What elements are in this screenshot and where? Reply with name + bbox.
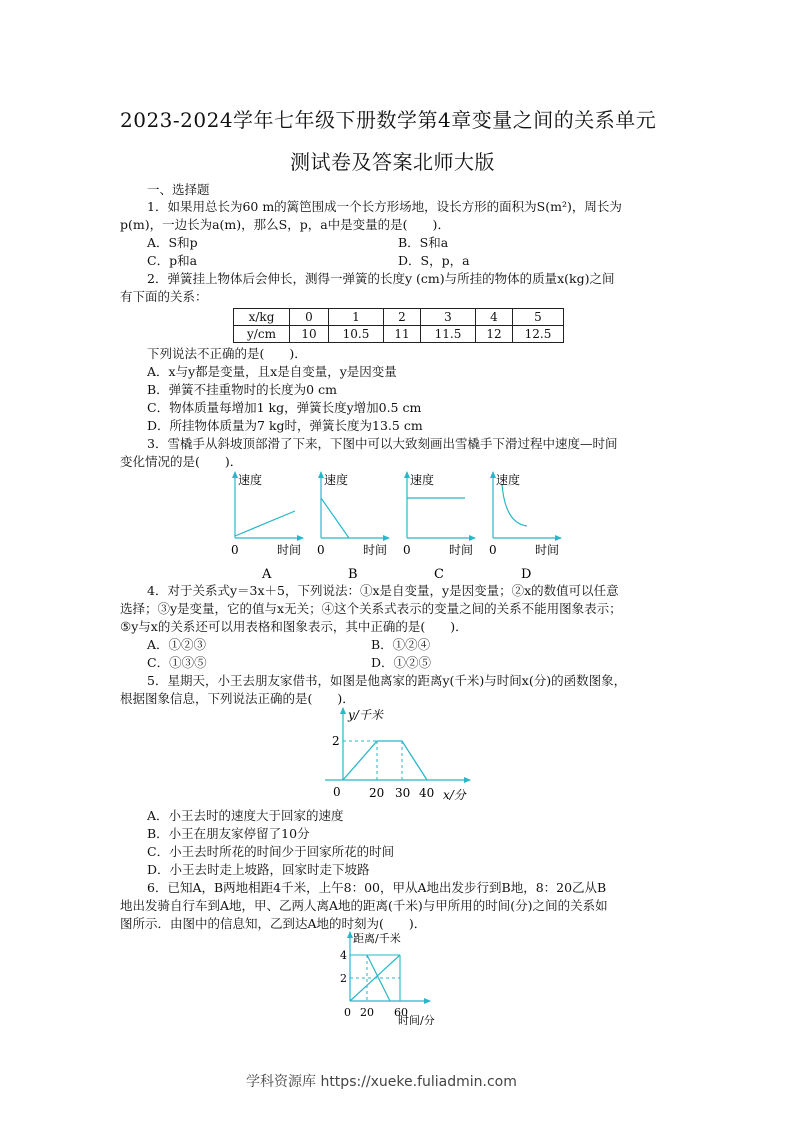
q2-option-d: D．所挂物体质量为7 kg时，弹簧长度为13.5 cm <box>147 418 423 433</box>
q2-line1: 2．弹簧挂上物体后会伸长，测得一弹簧的长度y (cm)与所挂的物体的质量x(kg)之间 <box>147 271 615 286</box>
q4-line1: 4．对于关系式y＝3x＋5，下列说法：①x是自变量，y是因变量；②x的数值可以任意 <box>147 583 619 598</box>
origin-label: 0 <box>231 543 239 557</box>
x-tick-label: 60 <box>394 1006 408 1019</box>
curve <box>502 484 527 526</box>
q4-option-a: A．①②③ <box>147 637 207 652</box>
axis-label-y: y/千米 <box>348 708 383 722</box>
q2-option-c: C．物体质量每增加1 kg，弹簧长度y增加0.5 cm <box>147 400 422 415</box>
q4-line3: ⑤y与x的关系还可以用表格和图象表示，其中正确的是( )． <box>120 619 468 634</box>
q2-stem: 下列说法不正确的是( )． <box>147 346 307 361</box>
q1-option-d: D．S，p，a <box>398 253 470 268</box>
table-cell: 10 <box>290 326 329 343</box>
q2-option-b: B．弹簧不挂重物时的长度为0 cm <box>147 382 337 397</box>
q3-line1: 3．雪橇手从斜坡顶部滑了下来，下图中可以大致刻画出雪橇手下滑过程中速度—时间 <box>147 436 618 451</box>
footer-watermark: 学科资源库 https://xueke.fuliadmin.com <box>246 1074 517 1090</box>
axis-label-y: 速度 <box>410 473 435 487</box>
q3-graph-a <box>231 472 303 582</box>
section-heading: 一、选择题 <box>147 182 210 197</box>
axis-label-y: 距离/千米 <box>353 932 401 945</box>
axis-label-x: 时间 <box>449 543 474 557</box>
origin-label: 0 <box>403 543 411 557</box>
q1-line1: 1．如果用总长为60 m的篱笆围成一个长方形场地，设长方形的面积为S(m²)，周长为 <box>147 199 622 214</box>
x-tick-label: 30 <box>395 786 411 800</box>
table-cell: 12 <box>476 326 513 343</box>
table-cell: 12.5 <box>513 326 564 343</box>
q5-option-d: D．小王去时走上坡路，回家时走下坡路 <box>147 862 370 877</box>
q3-speed-time-graphs <box>225 468 575 583</box>
x-tick-label: 20 <box>369 786 385 800</box>
axis-label-x: 时间 <box>363 543 388 557</box>
origin-label: 0 <box>317 543 325 557</box>
q4-option-c: C．①③⑤ <box>147 655 207 670</box>
choice-letter: D <box>521 567 532 582</box>
q3-graph-b <box>317 472 389 582</box>
axis-label-x: 时间/分 <box>398 1014 435 1025</box>
table-cell: 0 <box>290 309 329 326</box>
distance-curve <box>343 741 427 780</box>
spring-data-table <box>233 308 564 343</box>
q2-option-a: A．x与y都是变量，且x是自变量，y是因变量 <box>147 364 397 379</box>
table-cell: 2 <box>384 309 421 326</box>
table-cell: 11 <box>384 326 421 343</box>
q5-option-b: B．小王在朋友家停留了10分 <box>147 826 310 841</box>
page-title-line2: 测试卷及答案北师大版 <box>290 150 495 174</box>
y-tick-label: 2 <box>340 972 347 985</box>
q1-option-b: B．S和a <box>398 235 449 250</box>
q6-line1: 6．已知A，B两地相距4千米，上午8：00，甲从A地出发步行到B地，8：20乙从B <box>147 880 607 895</box>
q3-graph-d <box>489 472 561 582</box>
table-cell: 10.5 <box>329 326 384 343</box>
q6-distance-time-graph <box>338 930 463 1025</box>
q5-option-c: C．小王去时所花的时间少于回家所花的时间 <box>147 844 395 859</box>
axis-label-x: 时间 <box>277 543 302 557</box>
q4-line2: 选择；③y是变量，它的值与x无关；④这个关系式表示的变量之间的关系不能用图象表示； <box>120 601 622 616</box>
origin-label: 0 <box>489 543 497 557</box>
x-tick-label: 20 <box>360 1006 374 1019</box>
table-cell: 4 <box>476 309 513 326</box>
table-cell: 5 <box>513 309 564 326</box>
q6-line3: 图所示．由图中的信息知，乙到达A地的时刻为( )． <box>120 916 427 931</box>
choice-letter: B <box>348 567 358 582</box>
curve <box>235 511 295 536</box>
q1-option-a: A．S和p <box>147 235 198 250</box>
y-tick-label: 2 <box>332 734 340 748</box>
q2-line2: 有下面的关系： <box>120 289 208 304</box>
axis-label-x: x/分 <box>443 788 466 802</box>
y-tick-label: 4 <box>340 949 347 962</box>
axis-label-y: 速度 <box>324 473 349 487</box>
table-cell: x/kg <box>234 309 290 326</box>
axis-label-y: 速度 <box>496 473 521 487</box>
axis-label-y: 速度 <box>238 473 263 487</box>
choice-letter: C <box>434 567 444 582</box>
curve <box>321 498 349 538</box>
q3-line2: 变化情况的是( )． <box>120 454 243 469</box>
x-tick-label: 40 <box>419 786 435 800</box>
table-cell: 1 <box>329 309 384 326</box>
q5-option-a: A．小王去时的速度大于回家的速度 <box>147 808 344 823</box>
axis-label-x: 时间 <box>535 543 560 557</box>
origin-label: 0 <box>344 1006 351 1019</box>
q3-graph-c <box>403 472 475 582</box>
table-cell: 11.5 <box>421 326 476 343</box>
q4-option-d: D．①②⑤ <box>371 655 432 670</box>
q6-line2: 地出发骑自行车到A地，甲、乙两人离A地的距离(千米)与甲所用的时间(分)之间的关系如 <box>120 898 608 913</box>
table-row <box>234 309 564 326</box>
table-row <box>234 326 564 343</box>
q4-option-b: B．①②④ <box>371 637 431 652</box>
q5-line1: 5．星期天，小王去朋友家借书，如图是他离家的距离y(千米)与时间x(分)的函数图象， <box>147 673 627 688</box>
q5-line2: 根据图象信息，下列说法正确的是( )． <box>120 691 355 706</box>
table-cell: 3 <box>421 309 476 326</box>
q5-distance-time-graph <box>325 704 485 804</box>
origin-label: 0 <box>333 785 341 799</box>
table-cell: y/cm <box>234 326 290 343</box>
q1-option-c: C．p和a <box>147 253 198 268</box>
page-title-line1: 2023-2024学年七年级下册数学第4章变量之间的关系单元 <box>120 108 657 132</box>
q1-line2: p(m)，一边长为a(m)，那么S，p，a中是变量的是( )． <box>120 217 450 232</box>
choice-letter: A <box>262 567 272 582</box>
